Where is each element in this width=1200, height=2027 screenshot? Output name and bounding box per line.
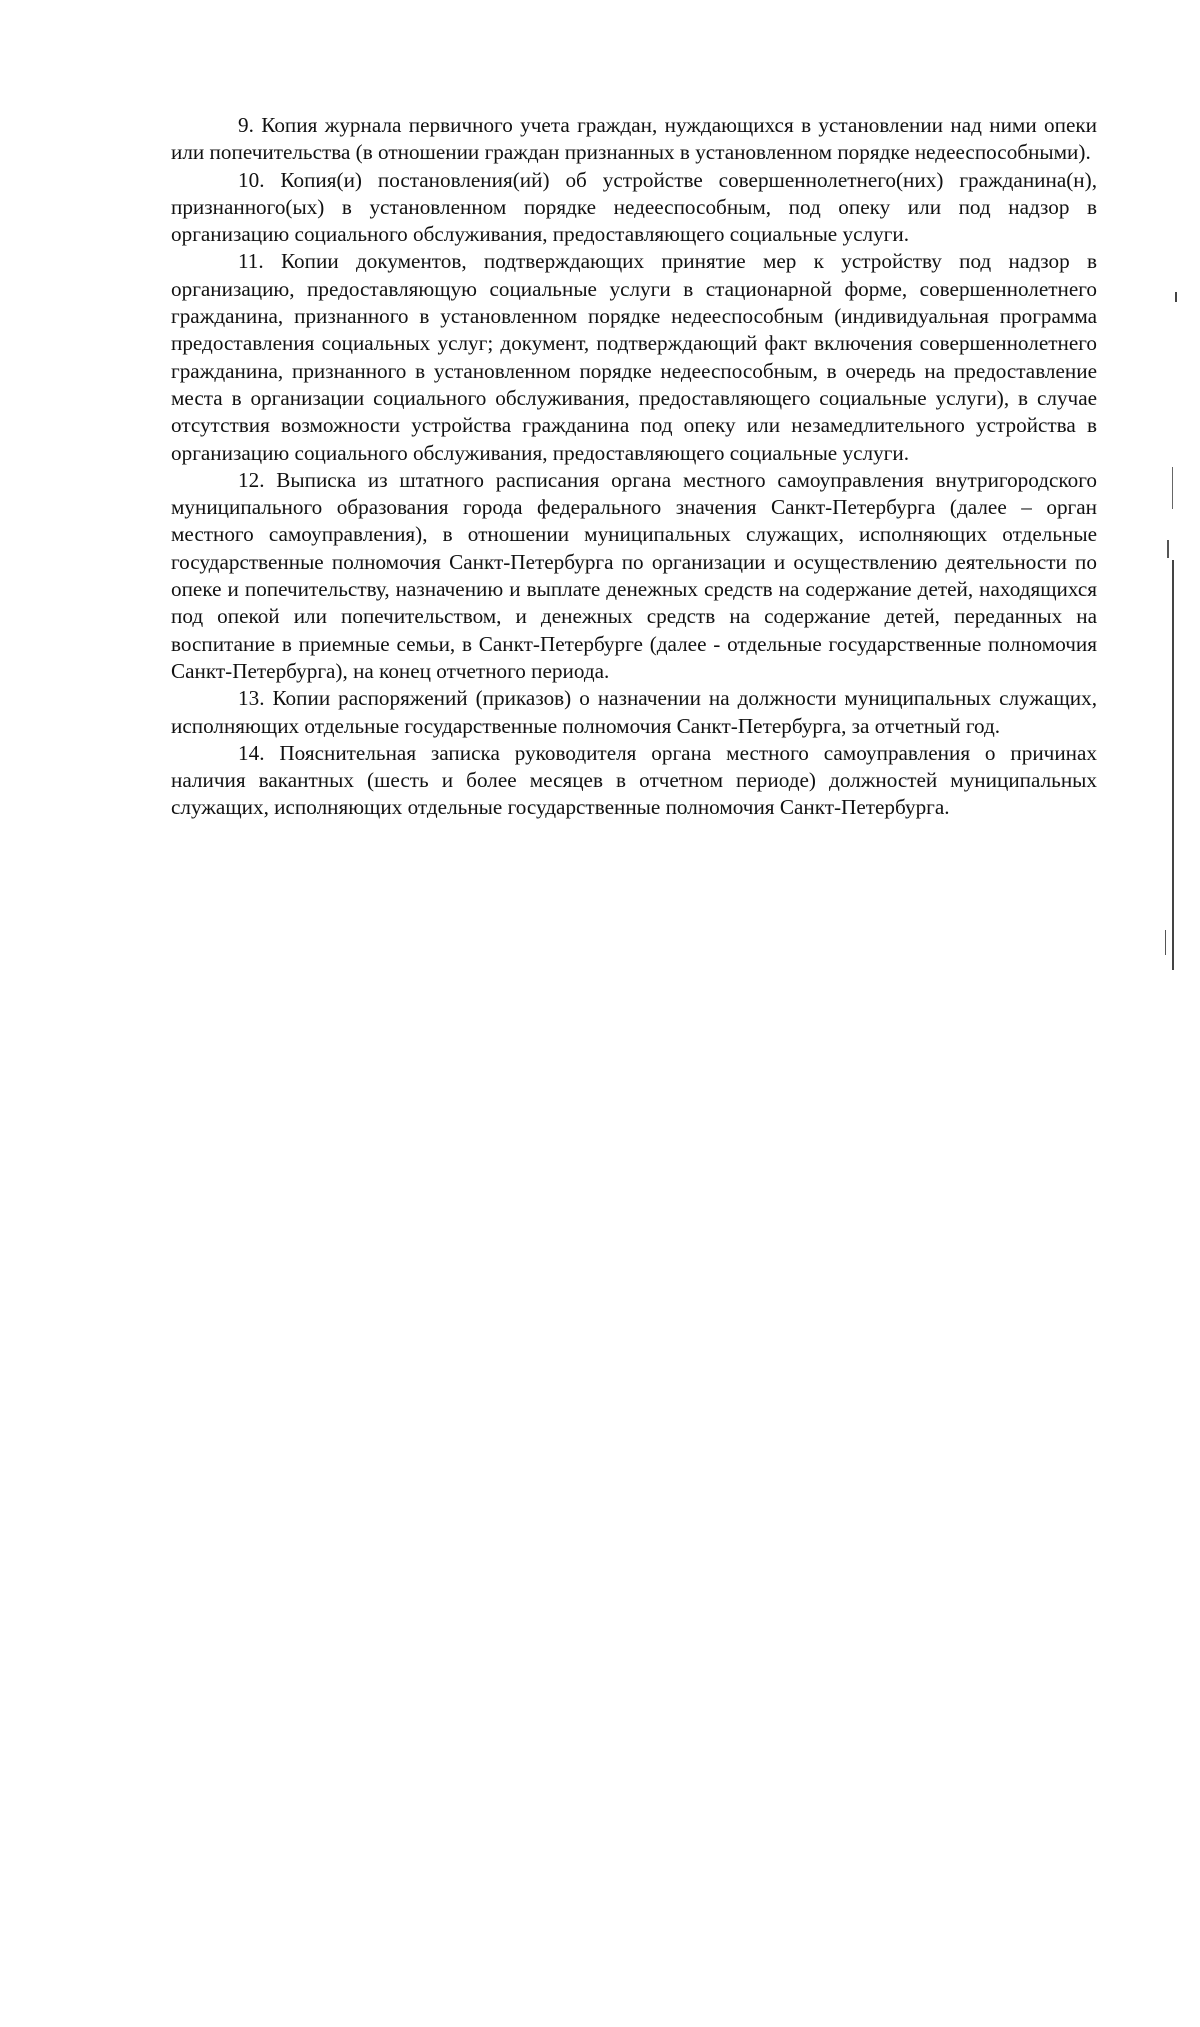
paragraph-item-11: 11. Копии документов, подтверждающих принятие мер к устройству под надзор в организацию, предоставляющую социальные услуги в стационарной форме, совершеннолетнего гражданина, признанного в установленном порядке недееспособным (индивидуальная программа предоставления социальных услуг; документ, подтверждающий факт включения совершеннолетнего гражданина, признанного в установленном порядке недееспособным, в очередь на предоставление места в организации социального обслуживания, предоставляющего социальные услуги), в случае отсутствия возможности устройства гражданина под опеку или незамедлительного устройства в организацию социального обслуживания, предоставляющего социальные услуги. (171, 249, 1097, 465)
scan-artifact-mark (1167, 540, 1169, 558)
paragraph-item-12: 12. Выписка из штатного расписания органа местного самоуправления внутригородского муниципального образования города федерального значения Санкт-Петербурга (далее – орган местного самоуправления), в отношении муниципальных служащих, исполняющих отдельные государственные полномочия Санкт-Петербурга по организации и осуществлению деятельности по опеке и попечительству, назначению и выплате денежных средств на содержание детей, находящихся под опекой или попечительством, и денежных средств на содержание детей, переданных на воспитание в приемные семьи, в Санкт-Петербурге (далее - отдельные государственные полномочия Санкт-Петербурга), на конец отчетного периода. (171, 467, 1097, 683)
paragraph-item-9: 9. Копия журнала первичного учета граждан, нуждающихся в установлении над ними опеки или попечительства (в отношении граждан признанных в установленном порядке недееспособными). (171, 113, 1097, 165)
scan-artifact-mark (1175, 292, 1177, 302)
document-body (171, 112, 1097, 822)
scan-artifact-mark (1172, 467, 1173, 509)
paragraph-item-14: 14. Пояснительная записка руководителя органа местного самоуправления о причинах наличия вакантных (шесть и более месяцев в отчетном периоде) должностей муниципальных служащих, исполняющих отдельные государственные полномочия Санкт-Петербурга. (171, 740, 1097, 820)
paragraph-item-13: 13. Копии распоряжений (приказов) о назначении на должности муниципальных служащих, исполняющих отдельные государственные полномочия Санкт-Петербурга, за отчетный год. (171, 686, 1097, 738)
scan-artifact-mark (1172, 560, 1174, 970)
scan-artifact-mark (1165, 930, 1166, 955)
paragraph-item-10: 10. Копия(и) постановления(ий) об устройстве совершеннолетнего(них) гражданина(н), признанного(ых) в установленном порядке недееспособным, под опеку или под надзор в организацию социального обслуживания, предоставляющего социальные услуги. (171, 167, 1097, 247)
